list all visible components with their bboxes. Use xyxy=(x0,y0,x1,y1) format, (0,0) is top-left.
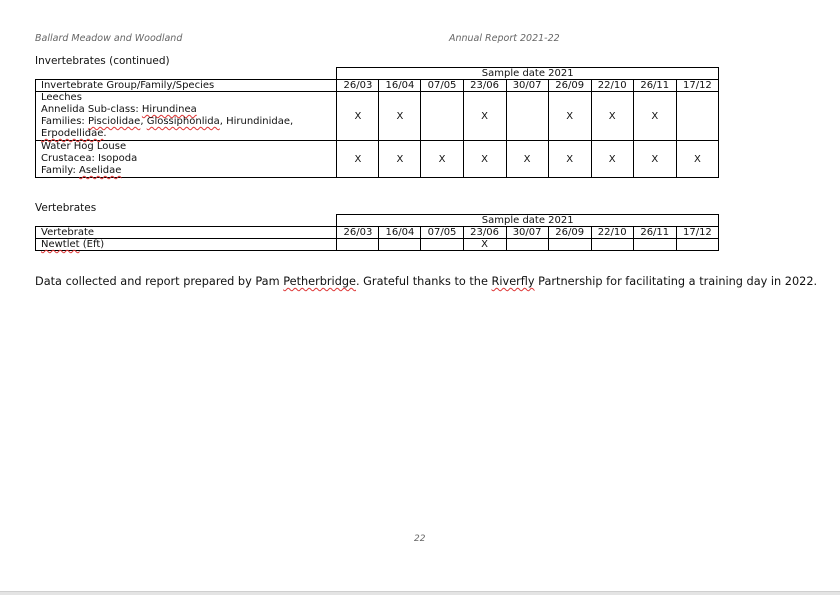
species-line: Erpodellidae. xyxy=(41,128,107,139)
date-header: 30/07 xyxy=(506,80,548,92)
ack-text: Partnership for facilitating a training day in 2022. xyxy=(534,275,818,288)
mark-cell: X xyxy=(463,239,506,251)
date-header: 16/04 xyxy=(379,80,421,92)
mark-cell xyxy=(421,92,463,141)
species-line: Crustacea: Isopoda xyxy=(41,153,138,164)
mark-cell xyxy=(379,239,421,251)
table-row xyxy=(36,141,719,178)
invertebrates-table xyxy=(35,67,719,178)
species-line: Water Hog Louse xyxy=(41,141,127,152)
mark-cell: X xyxy=(676,141,718,178)
species-cell-leeches xyxy=(36,92,337,141)
date-header: 26/11 xyxy=(633,227,676,239)
date-header: 22/10 xyxy=(591,80,633,92)
vertebrates-sample-date-row xyxy=(36,215,719,227)
date-header: 26/03 xyxy=(337,227,379,239)
date-header: 07/05 xyxy=(421,80,463,92)
mark-cell xyxy=(421,239,463,251)
running-header-left: Ballard Meadow and Woodland xyxy=(35,33,183,44)
date-header: 16/04 xyxy=(379,227,421,239)
mark-cell xyxy=(506,92,548,141)
table-row xyxy=(36,239,719,251)
invertebrates-section-title: Invertebrates (continued) xyxy=(35,55,170,67)
mark-cell xyxy=(337,239,379,251)
date-header: 23/06 xyxy=(463,227,506,239)
species-line: Annelida Sub-class: Hirundinea xyxy=(41,104,197,115)
page-bottom-edge xyxy=(0,591,840,595)
spellcheck-word: Pisciolidae xyxy=(87,116,141,127)
mark-cell: X xyxy=(421,141,463,178)
mark-cell: X xyxy=(633,92,676,141)
vertebrates-header-row xyxy=(36,227,719,239)
ack-text: Data collected and report prepared by Pam xyxy=(35,275,284,288)
vertebrate-column-header: Vertebrate xyxy=(36,227,337,239)
date-header: 26/09 xyxy=(548,227,591,239)
mark-cell: X xyxy=(633,141,676,178)
date-header: 17/12 xyxy=(676,80,718,92)
invertebrates-sample-date-row xyxy=(36,68,719,80)
mark-cell: X xyxy=(591,92,633,141)
mark-cell: X xyxy=(379,141,421,178)
page-number: 22 xyxy=(414,534,426,544)
sample-date-heading: Sample date 2021 xyxy=(337,68,719,80)
mark-cell: X xyxy=(548,92,591,141)
species-line: Leeches xyxy=(41,92,82,103)
mark-cell xyxy=(676,92,718,141)
spellcheck-word: Hirundinea xyxy=(141,104,197,115)
group-column-header: Invertebrate Group/Family/Species xyxy=(36,80,337,92)
mark-cell: X xyxy=(337,141,379,178)
date-header: 26/11 xyxy=(633,80,676,92)
mark-cell: X xyxy=(548,141,591,178)
date-header: 26/09 xyxy=(548,80,591,92)
organisation-name: Riverfly xyxy=(491,275,535,288)
species-line: Family: Aselidae xyxy=(41,165,122,176)
sample-date-heading: Sample date 2021 xyxy=(337,215,719,227)
acknowledgement-paragraph xyxy=(35,275,817,288)
date-header: 26/03 xyxy=(337,80,379,92)
vertebrate-cell-newtlet: Newtlet (Eft) xyxy=(36,239,337,251)
date-header: 23/06 xyxy=(463,80,506,92)
spellcheck-word: Glossiphonlida xyxy=(146,116,220,127)
author-name: Petherbridge xyxy=(283,275,356,288)
vertebrates-table xyxy=(35,214,719,251)
species-cell-water-hog-louse xyxy=(36,141,337,178)
date-header: 07/05 xyxy=(421,227,463,239)
mark-cell xyxy=(676,239,718,251)
date-header: 17/12 xyxy=(676,227,718,239)
running-header-right: Annual Report 2021-22 xyxy=(449,33,560,44)
spellcheck-word: Erpodellidae xyxy=(41,128,104,139)
spellcheck-word: Newtlet xyxy=(41,239,80,250)
mark-cell xyxy=(591,239,633,251)
mark-cell: X xyxy=(337,92,379,141)
date-header: 22/10 xyxy=(591,227,633,239)
mark-cell: X xyxy=(463,92,506,141)
mark-cell: X xyxy=(591,141,633,178)
mark-cell: X xyxy=(506,141,548,178)
table-row xyxy=(36,92,719,141)
vertebrates-section-title: Vertebrates xyxy=(35,202,97,214)
mark-cell xyxy=(548,239,591,251)
mark-cell: X xyxy=(463,141,506,178)
mark-cell: X xyxy=(379,92,421,141)
spellcheck-word: Aselidae xyxy=(79,165,122,176)
species-line: Families: Pisciolidae, Glossiphonlida, Hirundinidae, xyxy=(41,116,294,127)
date-header: 30/07 xyxy=(506,227,548,239)
mark-cell xyxy=(506,239,548,251)
invertebrates-header-row xyxy=(36,80,719,92)
mark-cell xyxy=(633,239,676,251)
ack-text: . Grateful thanks to the xyxy=(356,275,492,288)
